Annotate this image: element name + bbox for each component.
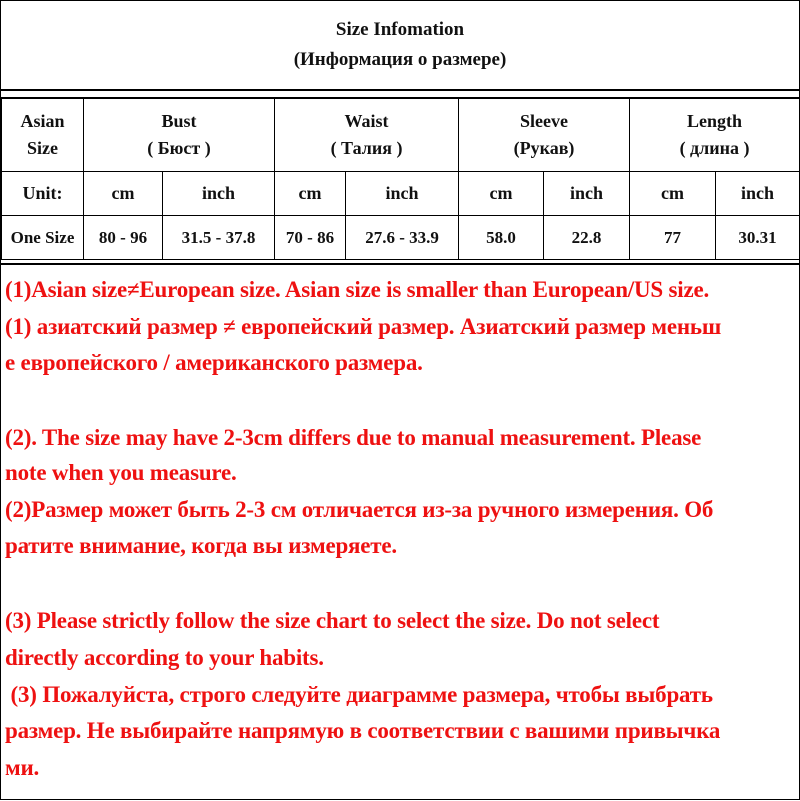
header-waist-en: Waist	[344, 111, 389, 131]
table-header-row	[2, 98, 800, 172]
unit-cell: inch	[163, 172, 275, 216]
unit-cell: cm	[630, 172, 716, 216]
header-asian-size-line1: Asian	[20, 111, 65, 131]
value-cell: 70 - 86	[275, 216, 346, 260]
header-waist-ru: ( Талия )	[330, 138, 403, 158]
header-sleeve-en: Sleeve	[520, 111, 569, 131]
value-cell: 27.6 - 33.9	[346, 216, 459, 260]
header-bust	[84, 98, 275, 172]
header-asian-size-line2: Size	[27, 138, 58, 158]
header-asian-size	[2, 98, 84, 172]
unit-cell: inch	[544, 172, 630, 216]
note-line: note when you measure.	[5, 460, 237, 485]
unit-cell: inch	[716, 172, 800, 216]
value-cell: 80 - 96	[84, 216, 163, 260]
size-notes	[1, 263, 799, 801]
value-cell: 30.31	[716, 216, 800, 260]
size-table	[1, 97, 800, 260]
note-line: ратите внимание, когда вы измеряете.	[5, 533, 397, 558]
title-english: Size Infomation	[335, 19, 465, 40]
note-line: (3) Please strictly follow the size chart to select the size. Do not select	[5, 608, 660, 633]
units-label: Unit:	[2, 172, 84, 216]
note-line: (1)Asian size≠European size. Asian size is smaller than European/US size.	[5, 277, 710, 302]
note-line: ми.	[5, 755, 40, 780]
header-waist	[275, 98, 459, 172]
page-title	[1, 1, 799, 91]
table-units-row	[2, 172, 800, 216]
note-line: (1) азиатский размер ≠ европейский размер. Азиатский размер меньш	[5, 314, 722, 339]
header-bust-ru: ( Бюст )	[147, 138, 211, 158]
value-cell: 58.0	[459, 216, 544, 260]
table-row	[2, 216, 800, 260]
header-length-ru: ( длина )	[679, 138, 750, 158]
unit-cell: cm	[459, 172, 544, 216]
note-line: е европейского / американского размера.	[5, 350, 423, 375]
header-sleeve	[459, 98, 630, 172]
note-line: (2)Размер может быть 2-3 см отличается из-за ручного измерения. Об	[5, 497, 714, 522]
value-cell: 31.5 - 37.8	[163, 216, 275, 260]
note-line: размер. Не выбирайте напрямую в соответствии с вашими привычка	[5, 718, 721, 743]
unit-cell: cm	[84, 172, 163, 216]
header-length-en: Length	[687, 111, 743, 131]
note-line: (3) Пожалуйста, строго следуйте диаграмме размера, чтобы выбрать	[5, 682, 713, 707]
header-sleeve-ru: (Рукав)	[513, 138, 575, 158]
note-line: (2). The size may have 2-3cm differs due to manual measurement. Please	[5, 425, 702, 450]
note-line: directly according to your habits.	[5, 645, 324, 670]
unit-cell: cm	[275, 172, 346, 216]
header-bust-en: Bust	[161, 111, 197, 131]
title-russian: (Информация о размере)	[293, 49, 507, 70]
value-cell: 22.8	[544, 216, 630, 260]
row-label: One Size	[2, 216, 84, 260]
unit-cell: inch	[346, 172, 459, 216]
header-length	[630, 98, 800, 172]
value-cell: 77	[630, 216, 716, 260]
